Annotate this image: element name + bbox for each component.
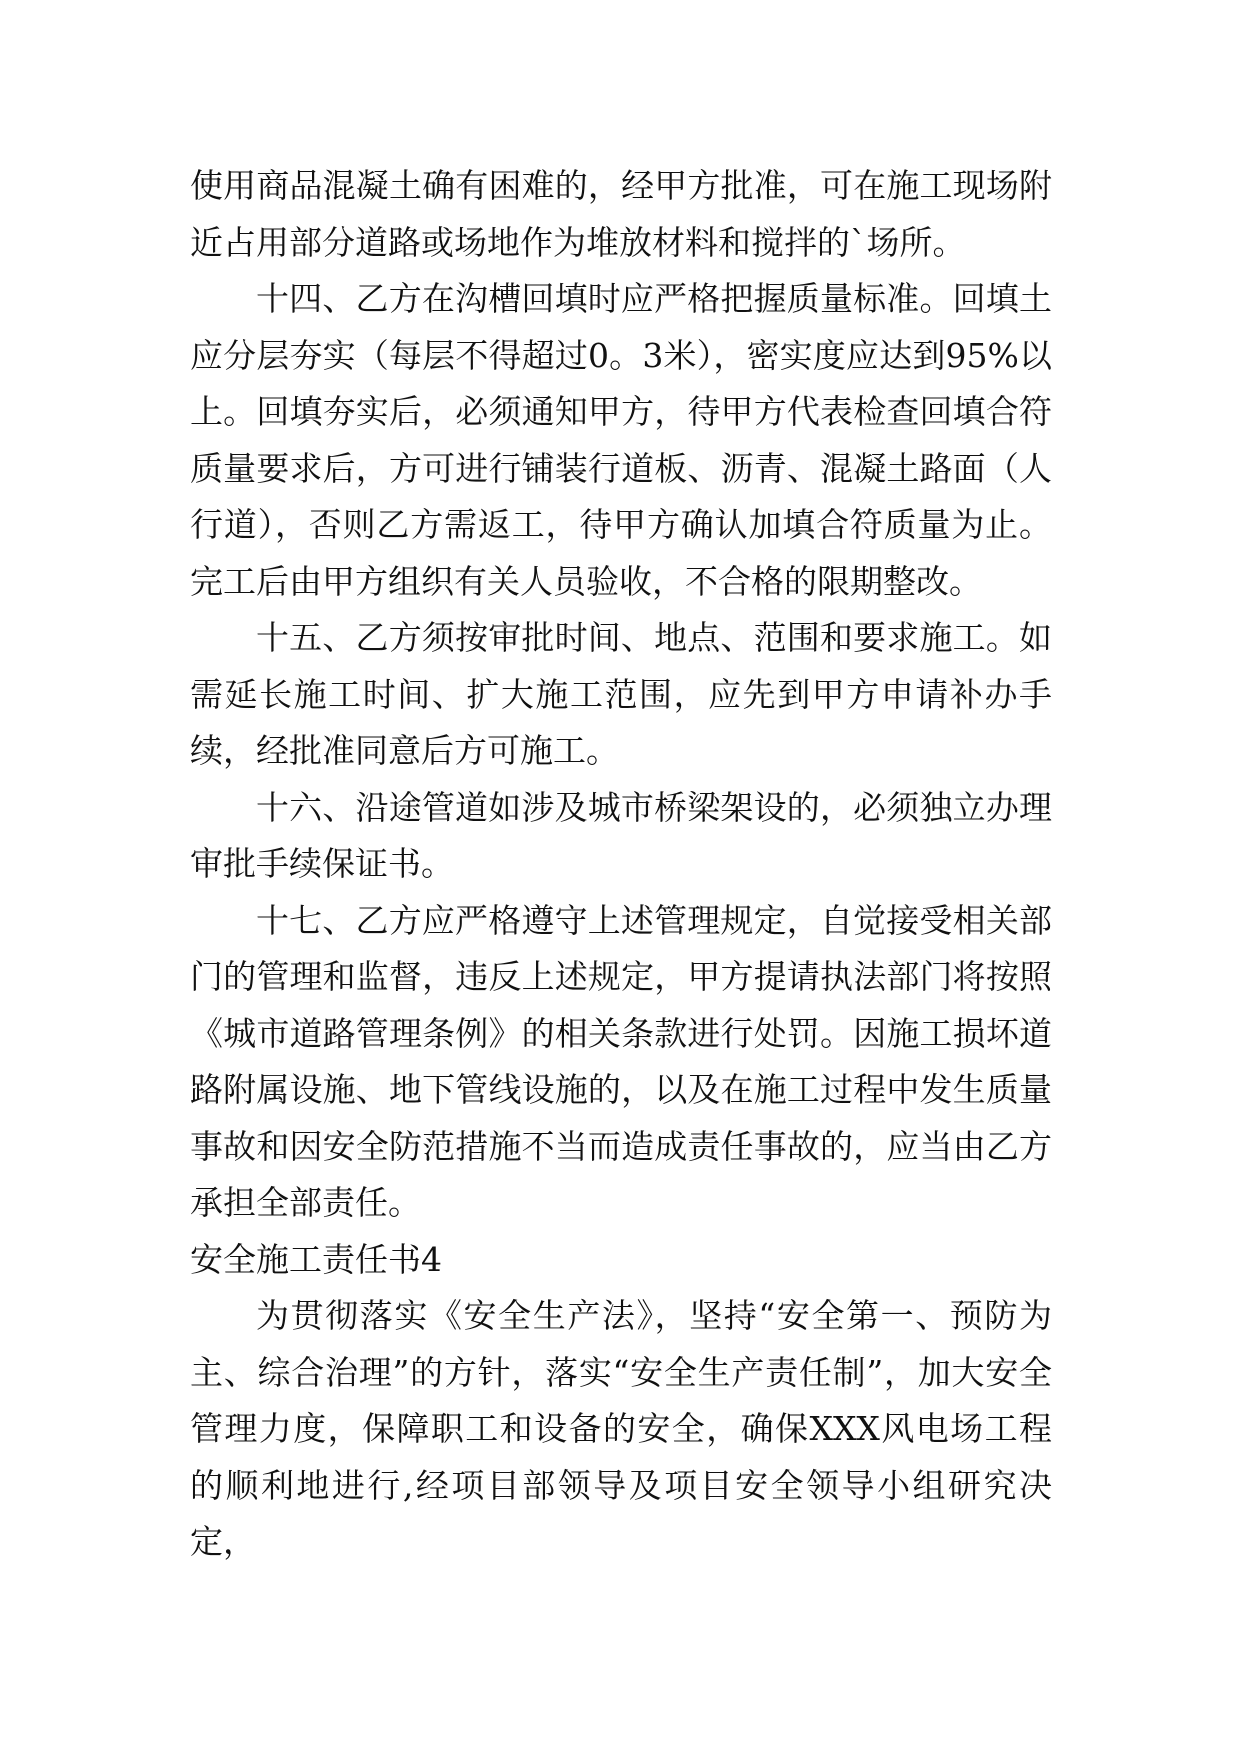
document-body bbox=[190, 158, 1052, 1571]
paragraph-clause-14: 十四、乙方在沟槽回填时应严格把握质量标准。回填土应分层夯实（每层不得超过0。3米），密实度应达到95%以上。回填夯实后，必须通知甲方，待甲方代表检查回填合符质量要求后，方可进行铺装行道板、沥青、混凝土路面（人行道），否则乙方需返工，待甲方确认加填合符质量为止。完工后由甲方组织有关人员验收，不合格的限期整改。 bbox=[190, 279, 1052, 601]
paragraph-clause-15: 十五、乙方须按审批时间、地点、范围和要求施工。如需延长施工时间、扩大施工范围，应先到甲方申请补办手续，经批准同意后方可施工。 bbox=[190, 618, 1052, 770]
paragraph-continued: 使用商品混凝土确有困难的，经甲方批准，可在施工现场附近占用部分道路或场地作为堆放材料和搅拌的`场所。 bbox=[190, 166, 1052, 262]
paragraph-section-intro: 为贯彻落实《安全生产法》，坚持“安全第一、预防为主、综合治理”的方针，落实“安全生产责任制”，加大安全管理力度，保障职工和设备的安全，确保XXX风电场工程的顺利地进行,经项目部领导及项目安全领导小组研究决定， bbox=[190, 1296, 1052, 1561]
section-heading: 安全施工责任书4 bbox=[190, 1239, 442, 1279]
paragraph-clause-16: 十六、沿途管道如涉及城市桥梁架设的，必须独立办理审批手续保证书。 bbox=[190, 787, 1052, 883]
paragraph-clause-17: 十七、乙方应严格遵守上述管理规定，自觉接受相关部门的管理和监督，违反上述规定，甲方提请执法部门将按照《城市道路管理条例》的相关条款进行处罚。因施工损坏道路附属设施、地下管线设施的，以及在施工过程中发生质量事故和因安全防范措施不当而造成责任事故的，应当由乙方承担全部责任。 bbox=[190, 900, 1052, 1222]
